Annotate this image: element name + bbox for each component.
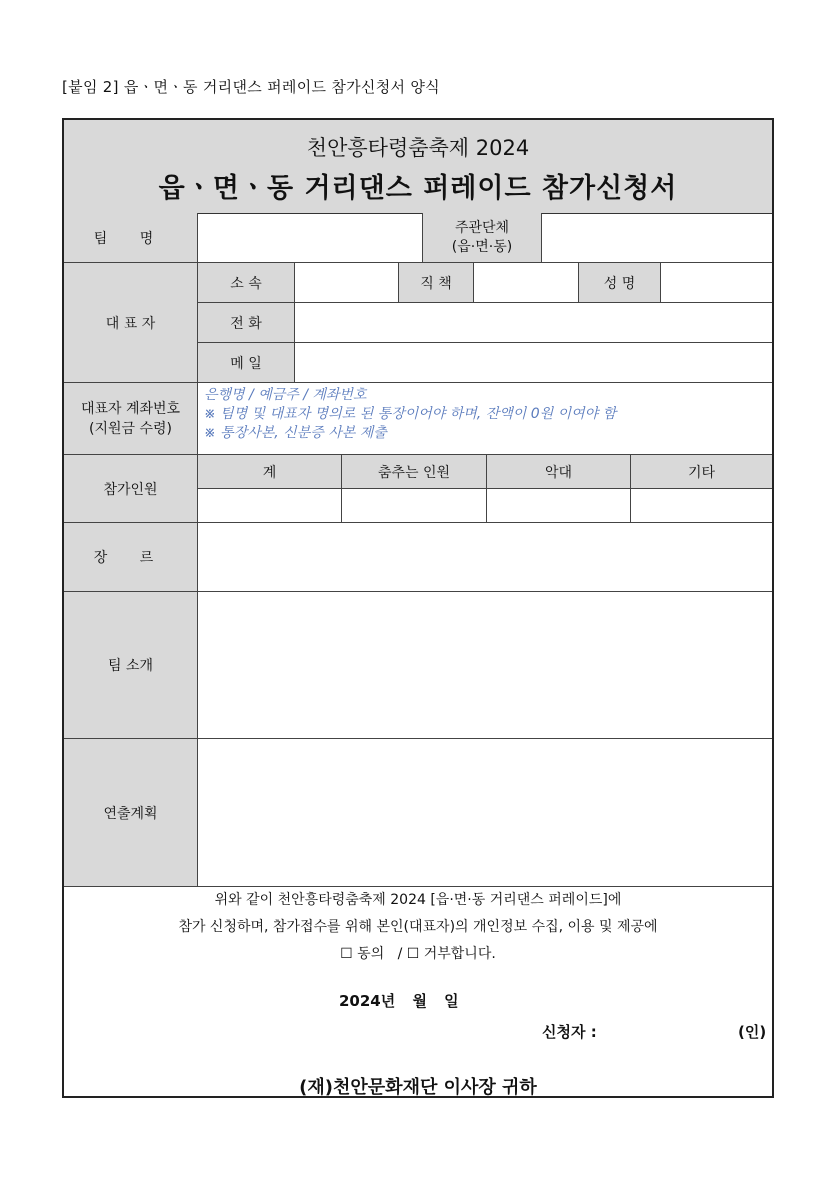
participants-col-total: 계 <box>198 455 342 489</box>
name-field[interactable] <box>661 263 772 303</box>
participants-band-field[interactable] <box>487 489 631 523</box>
host-org-field[interactable] <box>542 213 772 263</box>
form-caption: [붙임 2] 읍ㆍ면ㆍ동 거리댄스 퍼레이드 참가신청서 양식 <box>62 78 440 96</box>
participants-total-field[interactable] <box>198 489 342 523</box>
application-date: 2024년 월 일 <box>339 992 459 1010</box>
participants-col-band: 악대 <box>487 455 631 489</box>
performance-plan-label: 연출계획 <box>64 739 198 887</box>
participants-label: 참가인원 <box>64 455 198 523</box>
affiliation-field[interactable] <box>295 263 399 303</box>
participants-dancers-field[interactable] <box>342 489 487 523</box>
form-title: 읍ㆍ면ㆍ동 거리댄스 퍼레이드 참가신청서 <box>158 173 678 204</box>
account-hint-format: 은행명 / 예금주 / 계좌번호 <box>204 387 367 403</box>
addressee: (재)천안문화재단 이사장 귀하 <box>299 1077 537 1098</box>
team-name-label: 팀 명 <box>64 213 198 263</box>
account-hint-documents: ※ 통장사본, 신분증 사본 제출 <box>204 425 387 441</box>
performance-plan-field[interactable] <box>198 739 772 887</box>
email-label: 메 일 <box>198 343 295 383</box>
application-form <box>62 118 774 1098</box>
phone-field[interactable] <box>295 303 772 343</box>
account-label: 대표자 계좌번호 (지원금 수령) <box>64 383 198 455</box>
consent-statement <box>64 887 772 968</box>
participants-other-field[interactable] <box>631 489 772 523</box>
seal-mark: (인) <box>738 1023 767 1041</box>
name-label: 성 명 <box>579 263 661 303</box>
team-intro-label: 팀 소개 <box>64 592 198 739</box>
position-label: 직 책 <box>399 263 474 303</box>
phone-label: 전 화 <box>198 303 295 343</box>
festival-title: 천안흥타령춤축제 2024 <box>306 136 530 160</box>
participants-col-other: 기타 <box>631 455 772 489</box>
account-hint-owner: ※ 팀명 및 대표자 명의로 된 통장이어야 하며, 잔액이 0원 이여야 함 <box>204 406 617 422</box>
consent-checkboxes[interactable]: ☐ 동의 / ☐ 거부합니다. <box>340 946 496 962</box>
applicant-label: 신청자 : <box>542 1023 597 1041</box>
genre-field[interactable] <box>198 523 772 592</box>
genre-label: 장 르 <box>64 523 198 592</box>
host-org-label: 주관단체 (읍·면·동) <box>423 213 542 263</box>
affiliation-label: 소 속 <box>198 263 295 303</box>
consent-line-2: 참가 신청하며, 참가접수를 위해 본인(대표자)의 개인정보 수집, 이용 및 제공에 <box>178 919 658 935</box>
consent-line-1: 위와 같이 천안흥타령춤축제 2024 [읍·면·동 거리댄스 퍼레이드]에 <box>214 892 622 908</box>
account-hints <box>204 386 616 443</box>
team-intro-field[interactable] <box>198 592 772 739</box>
position-field[interactable] <box>474 263 579 303</box>
representative-label: 대 표 자 <box>64 263 198 383</box>
email-field[interactable] <box>295 343 772 383</box>
title-box <box>64 120 772 214</box>
participants-col-dancers: 춤추는 인원 <box>342 455 487 489</box>
team-name-field[interactable] <box>198 213 423 263</box>
